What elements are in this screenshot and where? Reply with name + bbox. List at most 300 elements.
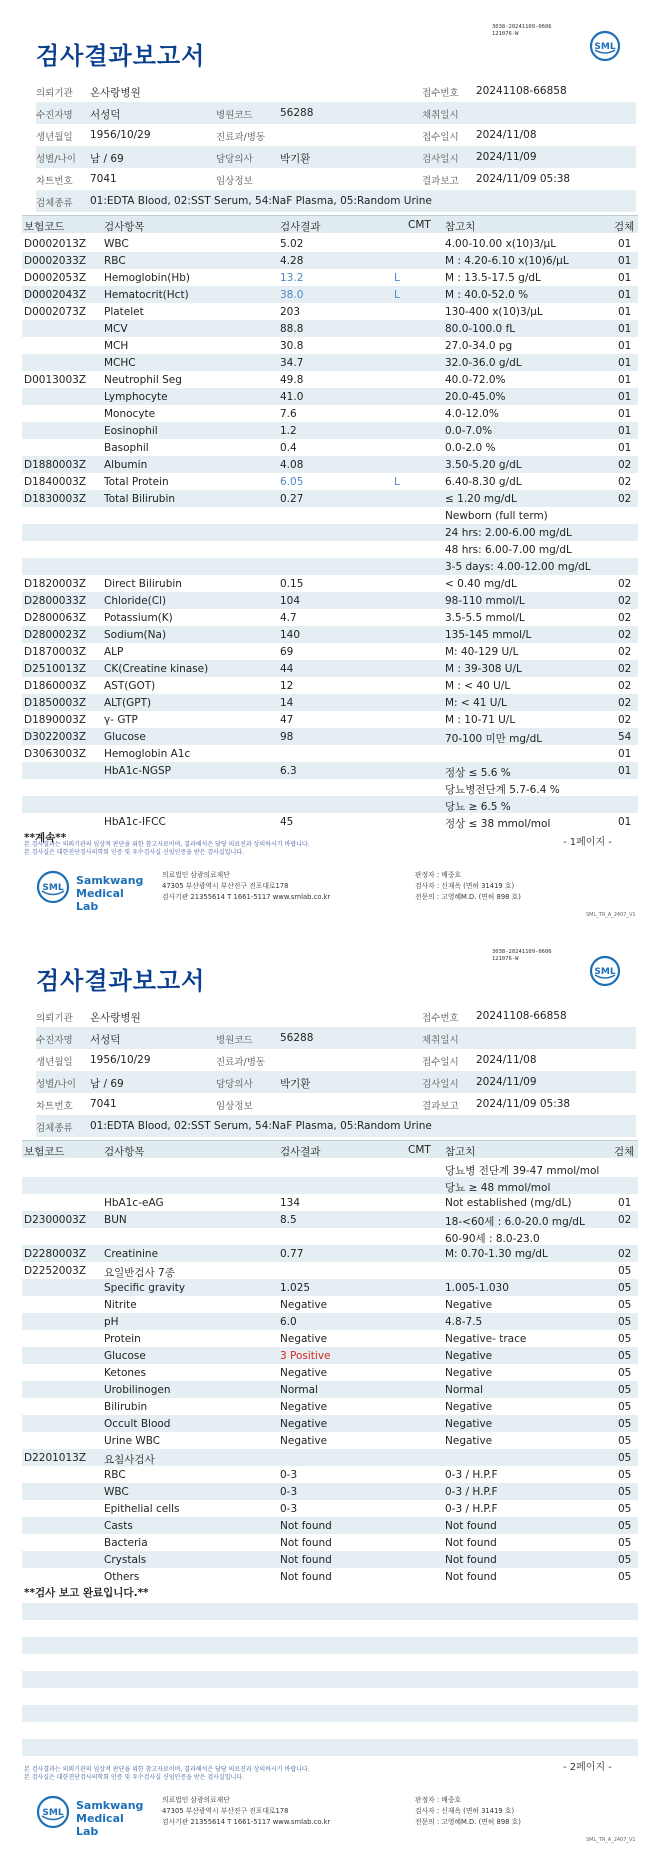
test-item: Ketones	[104, 1367, 146, 1379]
test-result: 88.8	[280, 323, 304, 335]
insurance-code: D0002053Z	[24, 272, 87, 284]
test-item: Potassium(K)	[104, 612, 173, 624]
reference-range: 0-3 / H.P.F	[445, 1469, 498, 1481]
sml-logo-icon	[589, 30, 621, 62]
test-result: 38.0	[280, 289, 304, 301]
signatures: 판정자 : 배중호 검사자 : 신재옥 (면허 31419 호) 전문의 : 고영혜M.D. (면허 898 호)	[415, 871, 521, 901]
reference-range: ≤ 1.20 mg/dL	[445, 493, 517, 505]
reference-range: 18-<60세 : 6.0-20.0 mg/dL	[445, 1216, 585, 1228]
table-row	[22, 558, 638, 575]
reference-range: M : 39-308 U/L	[445, 663, 522, 675]
test-item: Total Protein	[104, 476, 169, 488]
table-row	[22, 1483, 638, 1500]
table-row	[22, 235, 638, 252]
table-row	[22, 1568, 638, 1585]
specimen-code: 05	[618, 1571, 632, 1583]
table-row	[22, 1381, 638, 1398]
test-result: Normal	[280, 1384, 318, 1396]
table-row	[22, 762, 638, 779]
specimen-code: 01	[618, 765, 632, 777]
test-item: RBC	[104, 1469, 126, 1481]
test-result: 44	[280, 663, 294, 675]
reference-range: Negative	[445, 1367, 493, 1379]
table-row	[22, 745, 638, 762]
test-item: Glucose	[104, 731, 146, 743]
table-row	[22, 1194, 638, 1211]
reference-range: 20.0-45.0%	[445, 391, 506, 403]
receipt-date: 2024/11/08	[476, 129, 537, 141]
test-item: Basophil	[104, 442, 149, 454]
test-result: 98	[280, 731, 294, 743]
reference-range: 27.0-34.0 pg	[445, 340, 513, 352]
test-item: Casts	[104, 1520, 133, 1532]
table-row	[22, 779, 638, 796]
reference-range: 정상 ≤ 5.6 %	[445, 767, 511, 779]
reference-range: 135-145 mmol/L	[445, 629, 532, 641]
test-item: Nitrite	[104, 1299, 137, 1311]
insurance-code: D1850003Z	[24, 697, 87, 709]
test-item: MCV	[104, 323, 128, 335]
test-item: HbA1c-IFCC	[104, 816, 166, 828]
table-row	[22, 405, 638, 422]
specimen-types: 01:EDTA Blood, 02:SST Serum, 54:NaF Plasma, 05:Random Urine	[90, 1120, 432, 1132]
test-item: Glucose	[104, 1350, 146, 1362]
page-number: - 2페이지 -	[563, 1762, 612, 1773]
test-item: Epithelial cells	[104, 1503, 180, 1515]
specimen-code: 05	[618, 1316, 632, 1328]
test-result: 0-3	[280, 1503, 298, 1515]
specimen-code: 01	[618, 391, 632, 403]
test-result: Negative	[280, 1418, 328, 1430]
reference-range: Negative- trace	[445, 1333, 527, 1345]
table-row	[22, 541, 638, 558]
test-result: 0.4	[280, 442, 297, 454]
test-item: ALT(GPT)	[104, 697, 152, 709]
specimen-code: 02	[618, 629, 632, 641]
specimen-code: 01	[618, 442, 632, 454]
specimen-code: 02	[618, 612, 632, 624]
empty-row	[22, 1705, 638, 1722]
test-result: 0-3	[280, 1469, 298, 1481]
test-result: Negative	[280, 1333, 328, 1345]
specimen-code: 01	[618, 748, 632, 760]
lab-address: 의료법인 삼광의료재단 47305 부산광역시 부산진구 전포대로178 검사기관 21355614 T 1661-5117 www.smlab.co.kr	[162, 871, 331, 901]
reference-range: 4.00-10.00 x(10)3/μL	[445, 238, 557, 250]
specimen-code: 02	[618, 493, 632, 505]
test-result: 4.08	[280, 459, 304, 471]
hospital-code: 56288	[280, 1032, 314, 1044]
test-result: Negative	[280, 1367, 328, 1379]
table-row	[22, 796, 638, 813]
result-flag: L	[394, 289, 400, 301]
document-id: 3038-20241109-0606 121076-W	[492, 949, 552, 962]
table-row	[22, 1279, 638, 1296]
test-result: 6.05	[280, 476, 304, 488]
test-item: Neutrophil Seg	[104, 374, 182, 386]
reference-range: 48 hrs: 6.00-7.00 mg/dL	[445, 544, 572, 556]
table-row	[22, 371, 638, 388]
form-code: SML_TR_A_2407_V1	[586, 912, 636, 918]
report-complete-marker: **검사 보고 완료입니다.**	[24, 1587, 149, 1599]
test-item: WBC	[104, 1486, 129, 1498]
table-row	[22, 1296, 638, 1313]
test-result: 4.28	[280, 255, 304, 267]
reference-range: Negative	[445, 1350, 493, 1362]
result-flag: L	[394, 476, 400, 488]
test-result: 0.27	[280, 493, 304, 505]
test-result: 140	[280, 629, 301, 641]
reference-range: 6.40-8.30 g/dL	[445, 476, 522, 488]
specimen-code: 05	[618, 1469, 632, 1481]
specimen-code: 01	[618, 374, 632, 386]
test-result: 8.5	[280, 1214, 297, 1226]
reference-range: 98-110 mmol/L	[445, 595, 525, 607]
table-row	[22, 320, 638, 337]
specimen-code: 01	[618, 357, 632, 369]
patient-name: 서성덕	[90, 1034, 121, 1046]
test-item: HbA1c-eAG	[104, 1197, 164, 1209]
insurance-code: D2800033Z	[24, 595, 87, 607]
table-row	[22, 813, 638, 830]
signatures: 판정자 : 배중호 검사자 : 신재옥 (면허 31419 호) 전문의 : 고영혜M.D. (면허 898 호)	[415, 1796, 521, 1826]
table-row	[22, 1330, 638, 1347]
svg-text:SML: SML	[42, 1808, 64, 1818]
insurance-code: D0002013Z	[24, 238, 87, 250]
doctor: 박기환	[280, 153, 311, 165]
reference-range: M : < 40 U/L	[445, 680, 511, 692]
test-item: Bacteria	[104, 1537, 148, 1549]
reference-range: 당뇨 ≥ 6.5 %	[445, 801, 511, 813]
birth-date: 1956/10/29	[90, 1054, 151, 1066]
reference-range: Not found	[445, 1554, 497, 1566]
test-item: 요일반검사 7종	[104, 1267, 175, 1279]
reference-range: 4.8-7.5	[445, 1316, 483, 1328]
reference-range: Negative	[445, 1299, 493, 1311]
table-row	[22, 354, 638, 371]
reference-range: Not found	[445, 1537, 497, 1549]
specimen-code: 05	[618, 1333, 632, 1345]
test-result: 45	[280, 816, 294, 828]
test-item: 요침사검사	[104, 1454, 155, 1466]
specimen-code: 05	[618, 1520, 632, 1532]
birth-date: 1956/10/29	[90, 129, 151, 141]
test-result: Negative	[280, 1299, 328, 1311]
test-result: Not found	[280, 1537, 332, 1549]
svg-text:SML: SML	[594, 42, 616, 52]
test-result: 4.7	[280, 612, 297, 624]
reference-range: Not found	[445, 1571, 497, 1583]
table-row	[22, 592, 638, 609]
specimen-code: 05	[618, 1265, 632, 1277]
empty-rows	[22, 1603, 638, 1756]
table-row	[22, 1211, 638, 1228]
test-item: Creatinine	[104, 1248, 159, 1260]
specimen-code: 02	[618, 646, 632, 658]
test-result: 104	[280, 595, 301, 607]
specimen-code: 01	[618, 1197, 632, 1209]
test-item: Bilirubin	[104, 1401, 148, 1413]
insurance-code: D2252003Z	[24, 1265, 87, 1277]
lab-institution: 온사랑병원	[90, 1012, 141, 1024]
test-result: 1.2	[280, 425, 297, 437]
footer-notes: 본 검사결과는 의뢰기관의 임상적 판단을 위한 참고자료이며, 결과해석은 담당 의료진과 상의하시기 바랍니다. 본 검사실은 대한진단검사의학회 인증 및 우수검사실 신임인증을 받은 검사실입니다.	[24, 1766, 310, 1781]
specimen-code: 05	[618, 1503, 632, 1515]
samkwang-logo-icon	[36, 1795, 70, 1829]
specimen-code: 02	[618, 459, 632, 471]
reference-range: 3-5 days: 4.00-12.00 mg/dL	[445, 561, 591, 573]
table-row	[22, 490, 638, 507]
report-title: 검사결과보고서	[36, 42, 206, 70]
patient-info: 의뢰기관 온사랑병원 접수번호 20241108-66858 수진자명 서성덕 병원코드 56288 채취일시 생년월일 1956/10/29 진료과/병동 접수일시 2024/11/08 성별/나이 남 / 69 담당의사 박기환 검사일시 2024/11/09 차트번호 7041 임상정보 결과보고 2024/11/09 05:38 검체종류 01:EDTA Blood, 02:SST Serum, 54:NaF Plasma, 05:Random Urine	[36, 80, 636, 212]
table-row	[22, 252, 638, 269]
test-item: Chloride(Cl)	[104, 595, 167, 607]
insurance-code: D2800023Z	[24, 629, 87, 641]
specimen-code: 01	[618, 306, 632, 318]
test-result: 14	[280, 697, 294, 709]
reference-range: 3.5-5.5 mmol/L	[445, 612, 525, 624]
insurance-code: D1890003Z	[24, 714, 87, 726]
reference-range: 80.0-100.0 fL	[445, 323, 516, 335]
table-row	[22, 609, 638, 626]
results-table-header: 보험코드 검사항목 검사결과 CMT 참고치 검체	[22, 215, 638, 233]
reference-range: Negative	[445, 1435, 493, 1447]
doctor: 박기환	[280, 1078, 311, 1090]
specimen-code: 05	[618, 1384, 632, 1396]
specimen-code: 02	[618, 714, 632, 726]
results-table-page-1	[22, 235, 638, 830]
table-row	[22, 1432, 638, 1449]
reference-range: 70-100 미만 mg/dL	[445, 733, 543, 745]
continued-marker: **계속**	[24, 832, 67, 844]
test-item: Direct Bilirubin	[104, 578, 182, 590]
test-item: Crystals	[104, 1554, 147, 1566]
reference-range: 0-3 / H.P.F	[445, 1503, 498, 1515]
reference-range: Normal	[445, 1384, 483, 1396]
specimen-code: 05	[618, 1367, 632, 1379]
reference-range: M: 40-129 U/L	[445, 646, 519, 658]
test-result: 69	[280, 646, 294, 658]
table-row	[22, 1177, 638, 1194]
reference-range: M: < 41 U/L	[445, 697, 507, 709]
test-item: Total Bilirubin	[104, 493, 176, 505]
test-result: 6.0	[280, 1316, 297, 1328]
reference-range: 0.0-7.0%	[445, 425, 493, 437]
test-result: Not found	[280, 1520, 332, 1532]
test-result: 5.02	[280, 238, 304, 250]
test-item: Platelet	[104, 306, 144, 318]
insurance-code: D1870003Z	[24, 646, 87, 658]
table-row	[22, 1347, 638, 1364]
reference-range: 40.0-72.0%	[445, 374, 506, 386]
table-row	[22, 337, 638, 354]
specimen-code: 05	[618, 1401, 632, 1413]
specimen-code: 01	[618, 255, 632, 267]
reference-range: 당뇨병전단계 5.7-6.4 %	[445, 784, 560, 796]
table-row	[22, 439, 638, 456]
specimen-code: 02	[618, 1214, 632, 1226]
report-date: 2024/11/09 05:38	[476, 1098, 571, 1110]
test-item: Albumin	[104, 459, 148, 471]
table-row	[22, 1517, 638, 1534]
page-number: - 1페이지 -	[563, 837, 612, 848]
document-id: 3038-20241109-0606 121076-W	[492, 24, 552, 37]
reference-range: M : 10-71 U/L	[445, 714, 516, 726]
reference-range: 130-400 x(10)3/μL	[445, 306, 543, 318]
reference-range: 24 hrs: 2.00-6.00 mg/dL	[445, 527, 572, 539]
reference-range: Not found	[445, 1520, 497, 1532]
sex-age: 남 / 69	[90, 1078, 124, 1090]
reference-range: 0-3 / H.P.F	[445, 1486, 498, 1498]
receipt-no: 20241108-66858	[476, 1010, 567, 1022]
samkwang-logo-icon	[36, 870, 70, 904]
specimen-code: 05	[618, 1486, 632, 1498]
reference-range: 당뇨 ≥ 48 mmol/mol	[445, 1182, 551, 1194]
test-result: Not found	[280, 1554, 332, 1566]
specimen-code: 01	[618, 340, 632, 352]
test-item: Urobilinogen	[104, 1384, 171, 1396]
reference-range: Newborn (full term)	[445, 510, 548, 522]
reference-range: 0.0-2.0 %	[445, 442, 496, 454]
test-item: ALP	[104, 646, 124, 658]
specimen-code: 05	[618, 1554, 632, 1566]
specimen-code: 05	[618, 1537, 632, 1549]
report-date: 2024/11/09 05:38	[476, 173, 571, 185]
table-row	[22, 1313, 638, 1330]
table-row	[22, 286, 638, 303]
svg-text:SML: SML	[594, 967, 616, 977]
test-result: 41.0	[280, 391, 304, 403]
test-result: 0.15	[280, 578, 304, 590]
footer-notes: 본 검사결과는 의뢰기관의 임상적 판단을 위한 참고자료이며, 결과해석은 담당 의료진과 상의하시기 바랍니다. 본 검사실은 대한진단검사의학회 인증 및 우수검사실 신임인증을 받은 검사실입니다.	[24, 841, 310, 856]
report-title: 검사결과보고서	[36, 967, 206, 995]
insurance-code: D2300003Z	[24, 1214, 87, 1226]
table-row	[22, 626, 638, 643]
test-item: Specific gravity	[104, 1282, 186, 1294]
specimen-code: 54	[618, 731, 632, 743]
test-result: 47	[280, 714, 294, 726]
reference-range: 3.50-5.20 g/dL	[445, 459, 522, 471]
table-row	[22, 303, 638, 320]
test-result: 3 Positive	[280, 1350, 331, 1362]
reference-range: Not established (mg/dL)	[445, 1197, 572, 1209]
lab-institution: 온사랑병원	[90, 87, 141, 99]
test-item: CK(Creatine kinase)	[104, 663, 209, 675]
table-row	[22, 1245, 638, 1262]
reference-range: M : 13.5-17.5 g/dL	[445, 272, 541, 284]
insurance-code: D1820003Z	[24, 578, 87, 590]
test-item: WBC	[104, 238, 129, 250]
reference-range: Negative	[445, 1401, 493, 1413]
reference-range: < 0.40 mg/dL	[445, 578, 517, 590]
table-row	[22, 575, 638, 592]
sex-age: 남 / 69	[90, 153, 124, 165]
test-item: Monocyte	[104, 408, 156, 420]
reference-range: 32.0-36.0 g/dL	[445, 357, 522, 369]
insurance-code: D0002043Z	[24, 289, 87, 301]
results-table-page-2	[22, 1160, 638, 1585]
table-row	[22, 1160, 638, 1177]
specimen-code: 01	[618, 425, 632, 437]
test-result: 30.8	[280, 340, 304, 352]
table-row	[22, 524, 638, 541]
empty-row	[22, 1620, 638, 1637]
test-result: 134	[280, 1197, 301, 1209]
test-item: Sodium(Na)	[104, 629, 167, 641]
specimen-code: 02	[618, 595, 632, 607]
table-row	[22, 1398, 638, 1415]
test-date: 2024/11/09	[476, 1076, 537, 1088]
empty-row	[22, 1671, 638, 1688]
specimen-code: 05	[618, 1452, 632, 1464]
lab-address: 의료법인 삼광의료재단 47305 부산광역시 부산진구 전포대로178 검사기관 21355614 T 1661-5117 www.smlab.co.kr	[162, 1796, 331, 1826]
specimen-code: 01	[618, 408, 632, 420]
empty-row	[22, 1722, 638, 1739]
insurance-code: D0002033Z	[24, 255, 87, 267]
insurance-code: D0002073Z	[24, 306, 87, 318]
table-row	[22, 643, 638, 660]
reference-range: 60-90세 : 8.0-23.0	[445, 1233, 540, 1245]
specimen-code: 05	[618, 1418, 632, 1430]
test-result: 1.025	[280, 1282, 311, 1294]
insurance-code: D0013003Z	[24, 374, 87, 386]
table-row	[22, 473, 638, 490]
test-result: Negative	[280, 1435, 328, 1447]
specimen-code: 05	[618, 1435, 632, 1447]
empty-row	[22, 1637, 638, 1654]
insurance-code: D2201013Z	[24, 1452, 87, 1464]
report-page-2	[0, 925, 655, 1850]
chart-no: 7041	[90, 173, 117, 185]
test-item: Hemoglobin(Hb)	[104, 272, 191, 284]
test-result: 13.2	[280, 272, 304, 284]
test-result: 34.7	[280, 357, 304, 369]
specimen-code: 01	[618, 816, 632, 828]
test-item: MCHC	[104, 357, 136, 369]
table-row	[22, 694, 638, 711]
test-item: Occult Blood	[104, 1418, 171, 1430]
table-row	[22, 711, 638, 728]
patient-info: 의뢰기관 온사랑병원 접수번호 20241108-66858 수진자명 서성덕 병원코드 56288 채취일시 생년월일 1956/10/29 진료과/병동 접수일시 2024/11/08 성별/나이 남 / 69 담당의사 박기환 검사일시 2024/11/09 차트번호 7041 임상정보 결과보고 2024/11/09 05:38 검체종류 01:EDTA Blood, 02:SST Serum, 54:NaF Plasma, 05:Random Urine	[36, 1005, 636, 1137]
insurance-code: D2800063Z	[24, 612, 87, 624]
reference-range: 당뇨병 전단계 39-47 mmol/mol	[445, 1165, 600, 1177]
patient-name: 서성덕	[90, 109, 121, 121]
specimen-code: 02	[618, 1248, 632, 1260]
test-item: pH	[104, 1316, 119, 1328]
test-item: γ- GTP	[104, 714, 138, 726]
hospital-code: 56288	[280, 107, 314, 119]
specimen-code: 05	[618, 1350, 632, 1362]
specimen-code: 01	[618, 289, 632, 301]
test-item: Protein	[104, 1333, 141, 1345]
table-row	[22, 1500, 638, 1517]
insurance-code: D2280003Z	[24, 1248, 87, 1260]
specimen-code: 02	[618, 663, 632, 675]
results-table-header: 보험코드 검사항목 검사결과 CMT 참고치 검체	[22, 1140, 638, 1158]
table-row	[22, 1228, 638, 1245]
test-result: Negative	[280, 1401, 328, 1413]
test-result: 0.77	[280, 1248, 304, 1260]
reference-range: 4.0-12.0%	[445, 408, 499, 420]
reference-range: M : 40.0-52.0 %	[445, 289, 529, 301]
receipt-no: 20241108-66858	[476, 85, 567, 97]
test-item: AST(GOT)	[104, 680, 156, 692]
specimen-code: 01	[618, 238, 632, 250]
test-item: Hemoglobin A1c	[104, 748, 191, 760]
test-item: Eosinophil	[104, 425, 158, 437]
test-item: Urine WBC	[104, 1435, 161, 1447]
insurance-code: D1830003Z	[24, 493, 87, 505]
insurance-code: D1840003Z	[24, 476, 87, 488]
